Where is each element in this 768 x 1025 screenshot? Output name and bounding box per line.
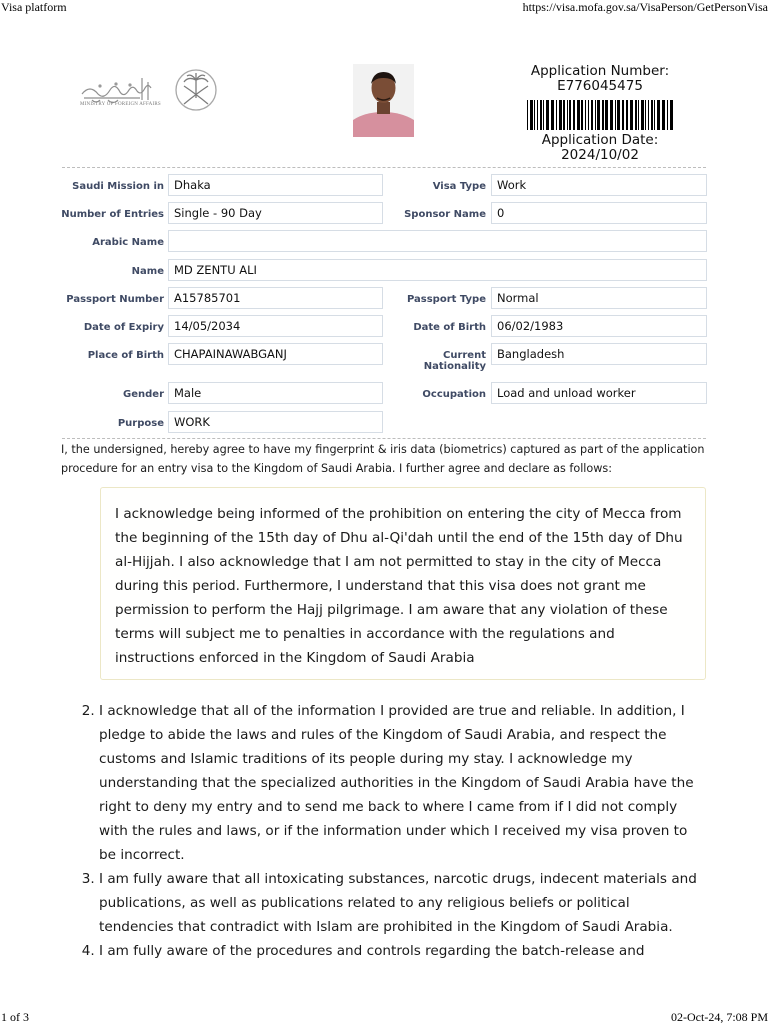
application-info (510, 64, 690, 163)
declaration-terms-list (60, 699, 708, 963)
number-of-entries-field: Single - 90 Day (168, 202, 383, 224)
purpose-label: Purpose (117, 418, 164, 429)
mecca-notice-text: I acknowledge being informed of the prohibition on entering the city of Mecca from the beginning of the 15th day of Dhu al-Qi'dah until the end of the 15th day of Dhu al-Hijjah. I also acknowledge that I am not permitted to stay in the city of Mecca during this period. Furthermore, I understand that this visa does not grant me permission to perform the Hajj pilgrimage. I am aware that any violation of these terms will subject me to penalties in accordance with the regulations and instructions enforced in the Kingdom of Saudi Arabia (115, 506, 683, 666)
current-nationality-label-line2: Nationality (423, 361, 486, 372)
name-label: Name (131, 266, 164, 277)
list-item: 4. I am fully aware of the procedures and controls regarding the batch-release and (99, 939, 708, 963)
current-nationality-label (392, 350, 486, 372)
page-url[interactable]: https://visa.mofa.gov.sa/VisaPerson/GetPersonVisa (522, 0, 768, 14)
current-nationality-field: Bangladesh (491, 343, 707, 365)
date-of-birth-field: 06/02/1983 (491, 315, 707, 337)
current-nationality-label-line1: Current (442, 350, 486, 361)
gender-field: Male (168, 382, 383, 404)
arabic-name-label: Arabic Name (92, 237, 164, 248)
ministry-logo (78, 66, 224, 118)
saudi-mission-field: Dhaka (168, 174, 383, 196)
passport-type-field: Normal (491, 287, 707, 309)
date-of-expiry-label: Date of Expiry (83, 322, 164, 333)
applicant-photo (353, 64, 414, 137)
section-divider (62, 438, 706, 439)
place-of-birth-field: CHAPAINAWABGANJ (168, 343, 383, 365)
mecca-notice-box (100, 487, 706, 680)
gender-label: Gender (123, 389, 164, 400)
date-of-expiry-field: 14/05/2034 (168, 315, 383, 337)
date-of-birth-label: Date of Birth (413, 322, 486, 333)
ministry-logo-caption: MINISTRY OF FOREIGN AFFAIRS (80, 102, 161, 107)
sponsor-name-label: Sponsor Name (404, 209, 486, 220)
saudi-mission-label: Saudi Mission in (72, 181, 164, 192)
application-number: E776045475 (557, 78, 643, 94)
application-barcode (527, 100, 673, 130)
place-of-birth-label: Place of Birth (87, 350, 164, 361)
sponsor-name-field: 0 (491, 202, 707, 224)
page-count: 1 of 3 (1, 1010, 29, 1024)
visa-type-field: Work (491, 174, 707, 196)
declaration-intro: I, the undersigned, hereby agree to have my fingerprint & iris data (biometrics) captured as part of the application procedure for an entry visa to the Kingdom of Saudi Arabia. I further agree and declare as follows: (61, 443, 705, 475)
passport-number-label: Passport Number (66, 294, 164, 305)
passport-number-field: A15785701 (168, 287, 383, 309)
print-datetime: 02-Oct-24, 7:08 PM (671, 1010, 768, 1024)
occupation-label: Occupation (422, 389, 486, 400)
name-field: MD ZENTU ALI (168, 259, 707, 281)
section-divider (62, 167, 706, 168)
occupation-field: Load and unload worker (491, 382, 707, 404)
application-date-label: Application Date: (541, 132, 659, 148)
page-title: Visa platform (1, 0, 67, 14)
arabic-name-field (168, 230, 707, 252)
number-of-entries-label: Number of Entries (61, 209, 164, 220)
application-number-label: Application Number: (530, 63, 670, 79)
purpose-field: WORK (168, 411, 383, 433)
list-item: 2. I acknowledge that all of the information I provided are true and reliable. In addition, I pledge to abide the laws and rules of the Kingdom of Saudi Arabia, and respect the customs and Islamic traditions of its people during my stay. I acknowledge my understanding that the specialized authorities in the Kingdom of Saudi Arabia have the right to deny my entry and to send me back to where I came from if I did not comply with the rules and laws, or if the information under which I received my visa proven to be incorrect. (99, 699, 708, 867)
visa-type-label: Visa Type (432, 181, 486, 192)
application-date: 2024/10/02 (561, 147, 639, 163)
list-item: 3. I am fully aware that all intoxicating substances, narcotic drugs, indecent materials and publications, as well as publications related to any religious beliefs or political tendencies that contradict with Islam are prohibited in the Kingdom of Saudi Arabia. (99, 867, 708, 939)
passport-type-label: Passport Type (406, 294, 486, 305)
